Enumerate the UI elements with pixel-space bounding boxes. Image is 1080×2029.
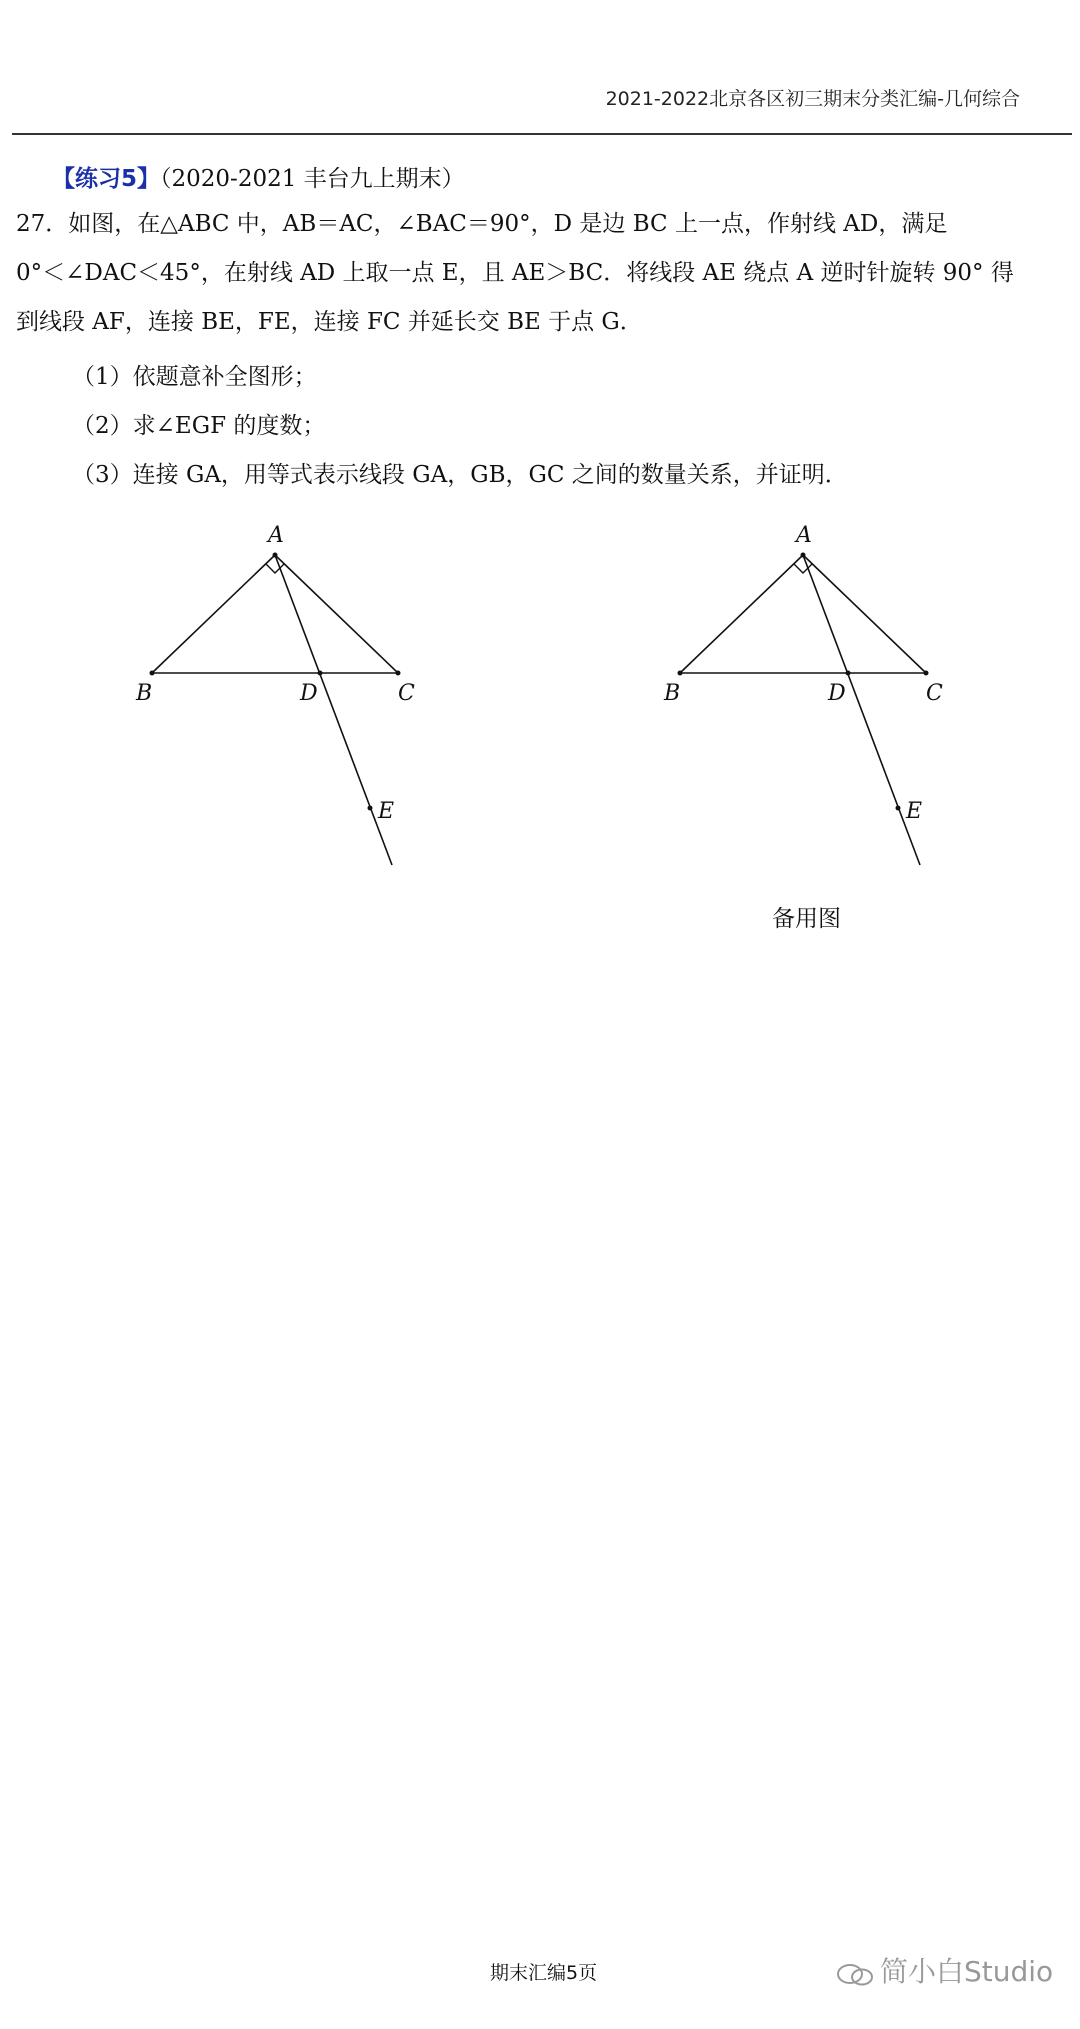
problem-line-3: 到线段 AF，连接 BE，FE，连接 FC 并延长交 BE 于点 G．	[16, 309, 643, 335]
problem-line-1: 27．如图，在△ABC 中，AB＝AC，∠BAC＝90°，D 是边 BC 上一点，作射线 AD，满足	[16, 211, 948, 237]
page-header: 2021-2022北京各区初三期末分类汇编-几何综合	[605, 88, 1020, 110]
section-heading	[52, 160, 465, 193]
exercise-tag: 【练习5】	[52, 166, 161, 192]
exercise-source: （2020-2021 丰台九上期末）	[160, 166, 465, 192]
label-C-spare: C	[926, 681, 943, 706]
watermark-text: 简小白Studio	[880, 1955, 1054, 1988]
geometry-figure-spare	[648, 520, 978, 900]
label-C: C	[398, 681, 415, 706]
wechat-icon	[836, 1961, 876, 1985]
label-D-spare: D	[828, 681, 846, 706]
question-3: （3）连接 GA，用等式表示线段 GA，GB，GC 之间的数量关系，并证明．	[72, 462, 848, 488]
label-A: A	[268, 523, 284, 548]
label-B-spare: B	[664, 681, 681, 706]
label-B: B	[136, 681, 153, 706]
label-A-spare: A	[796, 523, 812, 548]
question-2: （2）求∠EGF 的度数；	[72, 413, 326, 439]
label-E-spare: E	[906, 799, 923, 824]
question-1: （1）依题意补全图形；	[72, 364, 317, 390]
label-D: D	[300, 681, 318, 706]
figure-caption: 备用图	[772, 906, 841, 932]
label-E: E	[378, 799, 395, 824]
page-footer: 期末汇编5页	[490, 1962, 598, 1984]
geometry-figure-main	[120, 520, 450, 900]
header-rule	[12, 133, 1072, 135]
watermark	[836, 1950, 1053, 1990]
problem-line-2: 0°＜∠DAC＜45°，在射线 AD 上取一点 E，且 AE＞BC．将线段 AE 绕点 A 逆时针旋转 90° 得	[16, 260, 1014, 286]
